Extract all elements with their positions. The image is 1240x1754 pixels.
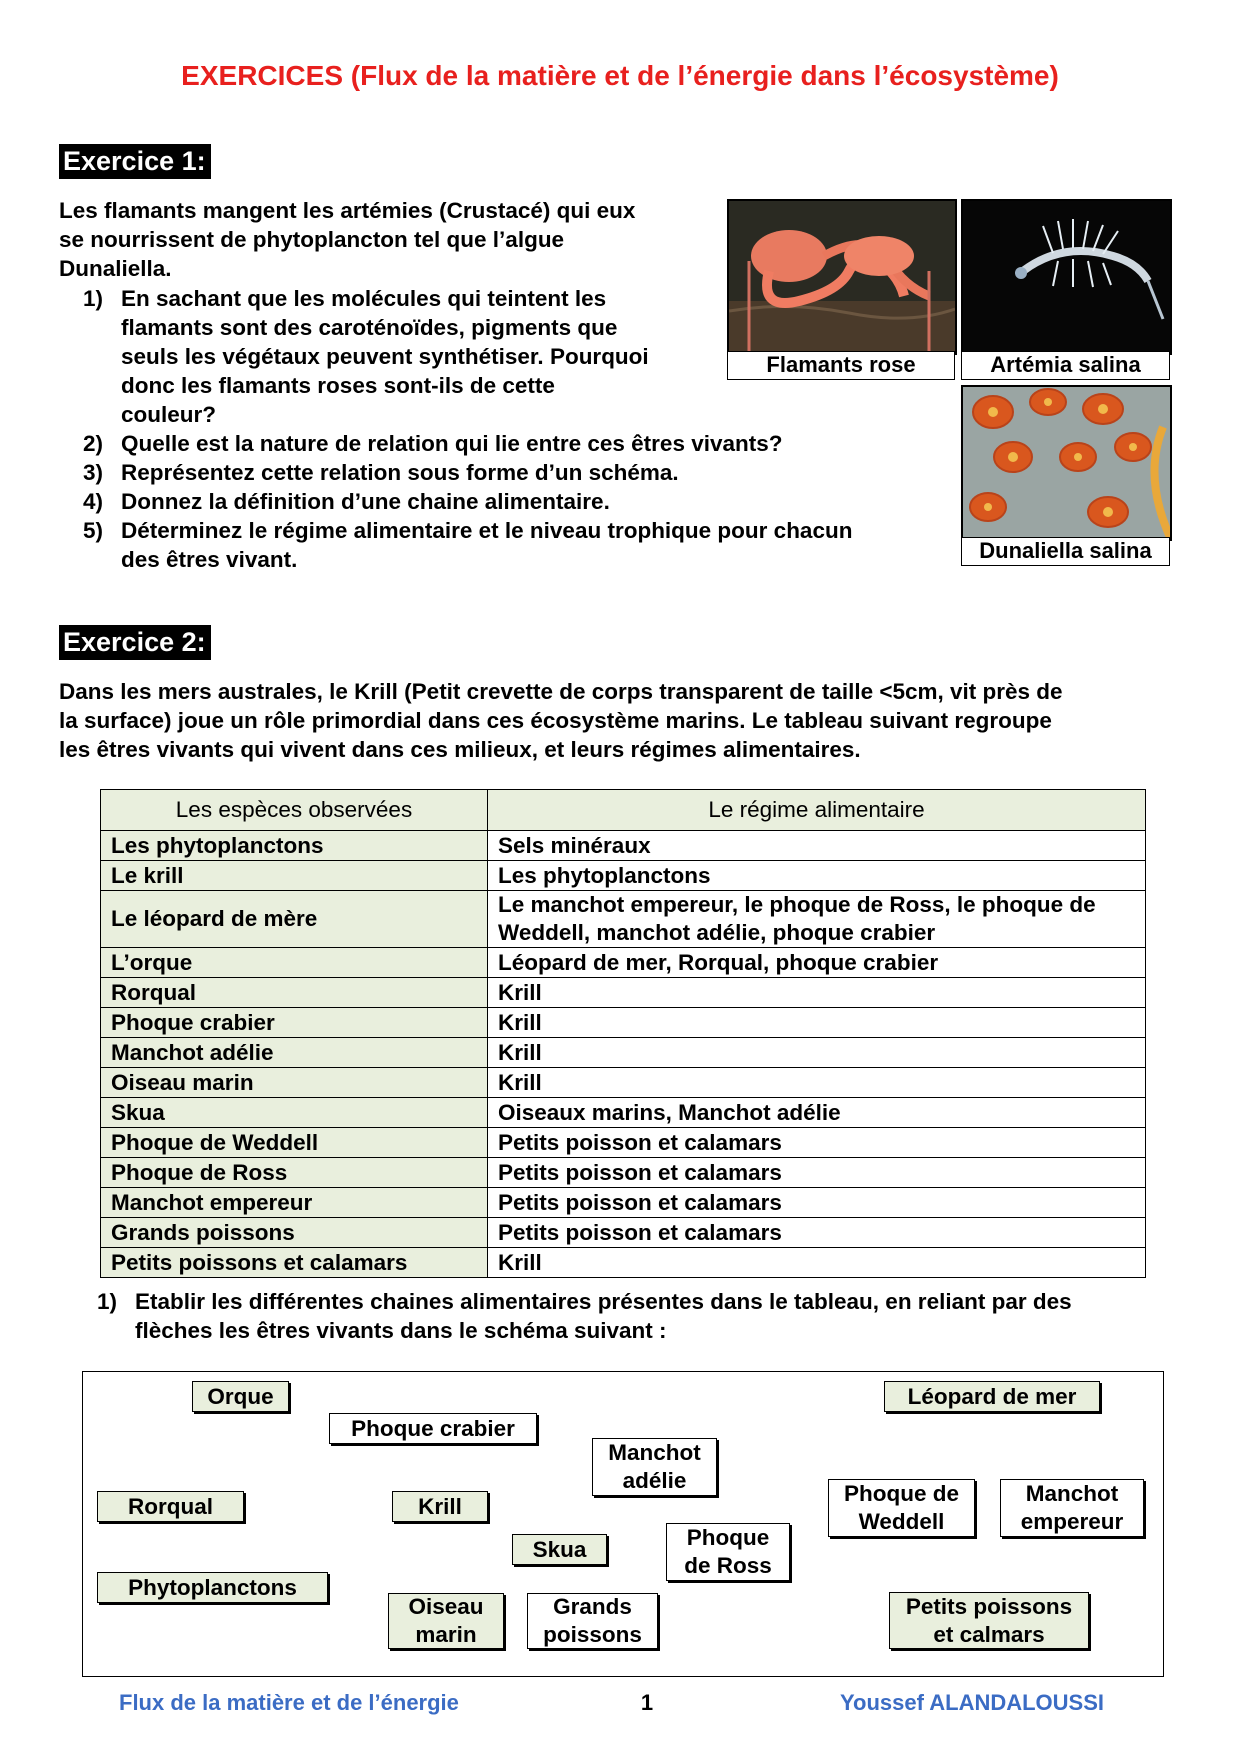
table-row (101, 948, 1146, 978)
table-row (101, 1068, 1146, 1098)
question-line: donc les flamants roses sont-ils de cette (121, 373, 555, 398)
question-3 (83, 458, 963, 487)
table-row (101, 1218, 1146, 1248)
question-number: 1) (97, 1289, 118, 1314)
table-row (101, 1248, 1146, 1278)
exercise-2-question-1 (97, 1287, 1177, 1345)
question-number: 1) (83, 286, 104, 311)
box-label: Manchot (608, 1440, 701, 1465)
box-manchot-empereur[interactable] (1000, 1479, 1144, 1537)
exercise-2-heading: Exercice 2: (59, 625, 211, 660)
table-row (101, 1098, 1146, 1128)
table-row (101, 1188, 1146, 1218)
diet-cell: Petits poisson et calamars (488, 1188, 1146, 1218)
species-cell: L’orque (101, 948, 488, 978)
question-line: des êtres vivant. (121, 547, 298, 572)
diet-cell: Krill (488, 1008, 1146, 1038)
box-label: poissons (543, 1622, 642, 1647)
box-label: Phoque de (843, 1481, 959, 1506)
exercise-1-heading: Exercice 1: (59, 144, 211, 179)
table-row (101, 1128, 1146, 1158)
species-cell: Grands poissons (101, 1218, 488, 1248)
question-line: Représentez cette relation sous forme d’un schéma. (121, 460, 679, 485)
species-cell: Manchot empereur (101, 1188, 488, 1218)
diet-cell: Petits poisson et calamars (488, 1128, 1146, 1158)
box-label: Oiseau (408, 1594, 484, 1619)
box-phoque-de-weddell[interactable] (828, 1479, 975, 1537)
intro-line: se nourrissent de phytoplancton tel que l’algue (59, 227, 565, 252)
question-number: 2) (83, 431, 104, 456)
exercise-1-intro (59, 196, 635, 283)
box-oiseau-marin[interactable] (388, 1593, 504, 1649)
box-label: Phoque (686, 1525, 770, 1550)
intro-line: les êtres vivants qui vivent dans ces milieux, et leurs régimes alimentaires. (59, 737, 861, 762)
flamingo-photo (727, 199, 957, 355)
box-label: empereur (1020, 1509, 1124, 1534)
question-line: Quelle est la nature de relation qui lie entre ces êtres vivants? (121, 431, 783, 456)
box-petits-poissons-et-calmars[interactable] (889, 1592, 1089, 1649)
box-skua[interactable]: Skua (512, 1534, 607, 1565)
diet-cell: Petits poisson et calamars (488, 1158, 1146, 1188)
question-line: Etablir les différentes chaines alimentaires présentes dans le tableau, en reliant par des (135, 1289, 1072, 1314)
table-row (101, 1038, 1146, 1068)
table-row (101, 1158, 1146, 1188)
question-line: flamants sont des caroténoïdes, pigments que (121, 315, 618, 340)
dunaliella-caption: Dunaliella salina (961, 537, 1170, 566)
species-cell: Rorqual (101, 978, 488, 1008)
box-leopard-de-mer[interactable]: Léopard de mer (884, 1381, 1100, 1412)
table-row (101, 978, 1146, 1008)
species-cell: Oiseau marin (101, 1068, 488, 1098)
question-5 (83, 516, 963, 574)
intro-line: la surface) joue un rôle primordial dans ces écosystème marins. Le tableau suivant regroupe (59, 708, 1052, 733)
species-cell: Le léopard de mère (101, 891, 488, 948)
diet-table-body (101, 831, 1146, 1278)
intro-line: Les flamants mangent les artémies (Crustacé) qui eux (59, 198, 636, 223)
species-cell: Phoque de Ross (101, 1158, 488, 1188)
diet-cell: Oiseaux marins, Manchot adélie (488, 1098, 1146, 1128)
question-line: flèches les êtres vivants dans le schéma suivant : (135, 1318, 667, 1343)
question-line: Donnez la définition d’une chaine alimentaire. (121, 489, 610, 514)
box-rorqual[interactable]: Rorqual (97, 1491, 244, 1522)
footer-subject: Flux de la matière et de l’énergie (119, 1690, 459, 1715)
question-2 (83, 429, 963, 458)
species-cell: Les phytoplanctons (101, 831, 488, 861)
flamingo-caption: Flamants rose (727, 351, 955, 380)
question-number: 5) (83, 518, 104, 543)
exercise-2-intro (59, 677, 1063, 764)
question-line: seuls les végétaux peuvent synthétiser. Pourquoi (121, 344, 649, 369)
diet-cell: Les phytoplanctons (488, 861, 1146, 891)
box-label: Grands (553, 1594, 632, 1619)
diet-cell: Krill (488, 1038, 1146, 1068)
table-header-row (101, 790, 1146, 831)
box-label: Petits poissons (905, 1593, 1073, 1619)
artemia-caption: Artémia salina (961, 351, 1170, 380)
artemia-photo (961, 199, 1172, 355)
table-row (101, 831, 1146, 861)
species-cell: Manchot adélie (101, 1038, 488, 1068)
box-orque[interactable]: Orque (192, 1381, 289, 1412)
box-manchot-adelie[interactable] (592, 1438, 717, 1496)
species-cell: Le krill (101, 861, 488, 891)
species-cell: Skua (101, 1098, 488, 1128)
box-label: Weddell (858, 1509, 945, 1534)
question-line: Déterminez le régime alimentaire et le niveau trophique pour chacun (121, 518, 853, 543)
species-cell: Phoque de Weddell (101, 1128, 488, 1158)
box-label: de Ross (684, 1553, 772, 1578)
species-cell: Petits poissons et calamars (101, 1248, 488, 1278)
table-row (101, 861, 1146, 891)
box-label: Manchot (1025, 1481, 1119, 1506)
box-phytoplanctons[interactable]: Phytoplanctons (97, 1572, 328, 1603)
intro-line: Dunaliella. (59, 256, 172, 281)
diet-cell: Petits poisson et calamars (488, 1218, 1146, 1248)
diet-table (100, 789, 1146, 1278)
diet-cell: Krill (488, 978, 1146, 1008)
box-label: et calmars (933, 1621, 1045, 1647)
diet-cell: Léopard de mer, Rorqual, phoque crabier (488, 948, 1146, 978)
page-number: 1 (640, 1690, 654, 1715)
question-4 (83, 487, 963, 516)
box-krill[interactable]: Krill (392, 1491, 488, 1522)
food-web-schema (82, 1371, 1164, 1677)
box-label: adélie (622, 1468, 687, 1493)
diet-cell: Sels minéraux (488, 831, 1146, 861)
diet-column-header: Le régime alimentaire (488, 790, 1146, 831)
diet-cell: Krill (488, 1068, 1146, 1098)
table-row (101, 891, 1146, 948)
box-phoque-de-ross[interactable] (666, 1523, 790, 1581)
question-line: couleur? (121, 402, 217, 427)
question-1 (83, 284, 723, 429)
box-grands-poissons[interactable] (527, 1593, 658, 1649)
species-cell: Phoque crabier (101, 1008, 488, 1038)
species-column-header: Les espèces observées (101, 790, 488, 831)
table-row (101, 1008, 1146, 1038)
dunaliella-photo (961, 385, 1172, 541)
page-title: EXERCICES (Flux de la matière et de l’énergie dans l’écosystème) (181, 60, 1059, 91)
diet-cell: Krill (488, 1248, 1146, 1278)
question-number: 3) (83, 460, 104, 485)
diet-cell: Le manchot empereur, le phoque de Ross, le phoque de Weddell, manchot adélie, phoque crabier (488, 891, 1146, 948)
question-line: En sachant que les molécules qui teintent les (121, 286, 607, 311)
intro-line: Dans les mers australes, le Krill (Petit crevette de corps transparent de taille <5cm, vit près de (59, 679, 1063, 704)
footer-author: Youssef ALANDALOUSSI (840, 1690, 1105, 1715)
question-number: 4) (83, 489, 104, 514)
box-label: marin (415, 1622, 477, 1647)
box-phoque-crabier[interactable]: Phoque crabier (329, 1413, 537, 1444)
